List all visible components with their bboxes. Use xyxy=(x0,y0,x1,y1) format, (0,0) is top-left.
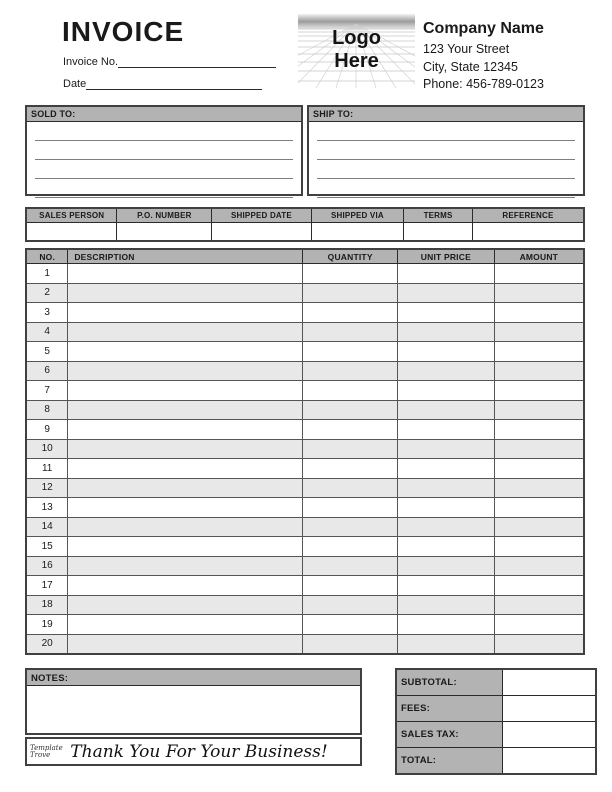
amount-cell[interactable] xyxy=(494,634,584,654)
unit-price-cell[interactable] xyxy=(398,634,495,654)
description-cell[interactable] xyxy=(68,303,303,323)
notes-header: NOTES: xyxy=(27,670,360,686)
description-cell[interactable] xyxy=(68,517,303,537)
notes-box xyxy=(25,668,362,735)
amount-cell[interactable] xyxy=(494,264,584,284)
unit-price-cell[interactable] xyxy=(398,420,495,440)
template-trove-logo: Template Trove xyxy=(30,743,63,759)
subtotal-value[interactable] xyxy=(503,669,597,696)
row-number: 16 xyxy=(26,556,68,576)
ship-to-box xyxy=(307,105,585,196)
amount-cell[interactable] xyxy=(494,361,584,381)
row-number: 2 xyxy=(26,283,68,303)
unit-price-cell[interactable] xyxy=(398,459,495,479)
item-row xyxy=(26,400,584,420)
unit-price-cell[interactable] xyxy=(398,381,495,401)
amount-cell[interactable] xyxy=(494,420,584,440)
description-cell[interactable] xyxy=(68,342,303,362)
quantity-cell[interactable] xyxy=(303,283,398,303)
item-row xyxy=(26,498,584,518)
ship-to-line-3[interactable] xyxy=(317,160,575,179)
quantity-header: QUANTITY xyxy=(303,249,398,264)
ship-to-line-2[interactable] xyxy=(317,141,575,160)
sold-to-line-3[interactable] xyxy=(35,160,293,179)
total-value[interactable] xyxy=(503,748,597,775)
description-cell[interactable] xyxy=(68,420,303,440)
subtotal-label: SUBTOTAL: xyxy=(396,669,503,696)
amount-cell[interactable] xyxy=(494,615,584,635)
amount-cell[interactable] xyxy=(494,517,584,537)
sold-to-header: SOLD TO: xyxy=(27,107,301,122)
item-row xyxy=(26,439,584,459)
total-label: TOTAL: xyxy=(396,748,503,775)
quantity-cell[interactable] xyxy=(303,595,398,615)
row-number: 13 xyxy=(26,498,68,518)
quantity-cell[interactable] xyxy=(303,303,398,323)
sales-person-header: SALES PERSON xyxy=(26,208,117,223)
description-header: DESCRIPTION xyxy=(68,249,303,264)
quantity-cell[interactable] xyxy=(303,537,398,557)
quantity-cell[interactable] xyxy=(303,342,398,362)
logo-placeholder-text: Logo Here xyxy=(332,27,381,72)
fees-value[interactable] xyxy=(503,696,597,722)
unit-price-cell[interactable] xyxy=(398,517,495,537)
amount-cell[interactable] xyxy=(494,342,584,362)
unit-price-cell[interactable] xyxy=(398,556,495,576)
ship-to-header: SHIP TO: xyxy=(309,107,583,122)
po-number-header: P.O. NUMBER xyxy=(117,208,212,223)
quantity-cell[interactable] xyxy=(303,264,398,284)
unit-price-cell[interactable] xyxy=(398,615,495,635)
description-cell[interactable] xyxy=(68,381,303,401)
totals-table xyxy=(395,668,597,775)
sales-person-cell[interactable] xyxy=(26,223,117,242)
row-number: 6 xyxy=(26,361,68,381)
date-field xyxy=(63,76,262,90)
item-row xyxy=(26,264,584,284)
description-cell[interactable] xyxy=(68,537,303,557)
invoice-number-label: Invoice No. xyxy=(63,56,119,68)
order-info-table xyxy=(25,207,585,242)
description-cell[interactable] xyxy=(68,478,303,498)
unit-price-cell[interactable] xyxy=(398,303,495,323)
description-cell[interactable] xyxy=(68,264,303,284)
company-phone: Phone: 456-789-0123 xyxy=(423,77,544,91)
date-label: Date xyxy=(63,78,87,90)
items-table-body xyxy=(26,264,584,655)
row-number: 5 xyxy=(26,342,68,362)
row-number: 8 xyxy=(26,400,68,420)
amount-cell[interactable] xyxy=(494,400,584,420)
terms-cell[interactable] xyxy=(404,223,473,242)
amount-cell[interactable] xyxy=(494,381,584,401)
thank-you-strip xyxy=(25,737,362,766)
amount-cell[interactable] xyxy=(494,322,584,342)
ship-to-line-4[interactable] xyxy=(317,179,575,198)
row-number: 14 xyxy=(26,517,68,537)
description-cell[interactable] xyxy=(68,595,303,615)
item-row xyxy=(26,420,584,440)
row-number: 9 xyxy=(26,420,68,440)
reference-cell[interactable] xyxy=(472,223,584,242)
quantity-cell[interactable] xyxy=(303,498,398,518)
unit-price-cell[interactable] xyxy=(398,478,495,498)
item-row xyxy=(26,322,584,342)
description-cell[interactable] xyxy=(68,400,303,420)
row-number: 4 xyxy=(26,322,68,342)
quantity-cell[interactable] xyxy=(303,439,398,459)
row-number: 20 xyxy=(26,634,68,654)
shipped-date-header: SHIPPED DATE xyxy=(212,208,311,223)
item-row xyxy=(26,615,584,635)
quantity-cell[interactable] xyxy=(303,381,398,401)
quantity-cell[interactable] xyxy=(303,420,398,440)
description-cell[interactable] xyxy=(68,615,303,635)
description-cell[interactable] xyxy=(68,576,303,596)
line-items-table xyxy=(25,248,585,655)
invoice-number-input-line[interactable] xyxy=(118,54,276,68)
row-number: 11 xyxy=(26,459,68,479)
row-number: 19 xyxy=(26,615,68,635)
unit-price-cell[interactable] xyxy=(398,439,495,459)
unit-price-cell[interactable] xyxy=(398,400,495,420)
item-row xyxy=(26,595,584,615)
unit-price-cell[interactable] xyxy=(398,576,495,596)
company-city: City, State 12345 xyxy=(423,59,518,74)
description-cell[interactable] xyxy=(68,439,303,459)
item-row xyxy=(26,517,584,537)
po-number-cell[interactable] xyxy=(117,223,212,242)
quantity-cell[interactable] xyxy=(303,517,398,537)
quantity-cell[interactable] xyxy=(303,634,398,654)
invoice-number-field xyxy=(63,54,276,68)
row-number: 3 xyxy=(26,303,68,323)
item-row xyxy=(26,381,584,401)
unit-price-cell[interactable] xyxy=(398,361,495,381)
amount-cell[interactable] xyxy=(494,459,584,479)
item-row xyxy=(26,342,584,362)
row-number: 18 xyxy=(26,595,68,615)
amount-cell[interactable] xyxy=(494,537,584,557)
item-row xyxy=(26,361,584,381)
company-name: Company Name xyxy=(423,20,544,37)
quantity-cell[interactable] xyxy=(303,556,398,576)
row-number: 10 xyxy=(26,439,68,459)
unit-price-cell[interactable] xyxy=(398,283,495,303)
row-number: 7 xyxy=(26,381,68,401)
unit-price-header: UNIT PRICE xyxy=(398,249,495,264)
amount-header: AMOUNT xyxy=(494,249,584,264)
quantity-cell[interactable] xyxy=(303,478,398,498)
amount-cell[interactable] xyxy=(494,439,584,459)
amount-cell[interactable] xyxy=(494,478,584,498)
quantity-cell[interactable] xyxy=(303,576,398,596)
no-header: NO. xyxy=(26,249,68,264)
quantity-cell[interactable] xyxy=(303,400,398,420)
ship-to-line-1[interactable] xyxy=(317,122,575,141)
description-cell[interactable] xyxy=(68,459,303,479)
description-cell[interactable] xyxy=(68,322,303,342)
row-number: 12 xyxy=(26,478,68,498)
unit-price-cell[interactable] xyxy=(398,537,495,557)
item-row xyxy=(26,576,584,596)
shipped-date-cell[interactable] xyxy=(212,223,311,242)
quantity-cell[interactable] xyxy=(303,361,398,381)
row-number: 17 xyxy=(26,576,68,596)
company-street: 123 Your Street xyxy=(423,42,510,56)
item-row xyxy=(26,459,584,479)
amount-cell[interactable] xyxy=(494,595,584,615)
unit-price-cell[interactable] xyxy=(398,342,495,362)
amount-cell[interactable] xyxy=(494,576,584,596)
sales-tax-value[interactable] xyxy=(503,722,597,748)
item-row xyxy=(26,283,584,303)
amount-cell[interactable] xyxy=(494,303,584,323)
reference-header: REFERENCE xyxy=(472,208,584,223)
description-cell[interactable] xyxy=(68,361,303,381)
fees-label: FEES: xyxy=(396,696,503,722)
amount-cell[interactable] xyxy=(494,283,584,303)
page-title: INVOICE xyxy=(62,16,185,47)
unit-price-cell[interactable] xyxy=(398,264,495,284)
shipped-via-header: SHIPPED VIA xyxy=(311,208,404,223)
sold-to-box xyxy=(25,105,303,196)
sales-tax-label: SALES TAX: xyxy=(396,722,503,748)
shipped-via-cell[interactable] xyxy=(311,223,404,242)
amount-cell[interactable] xyxy=(494,498,584,518)
unit-price-cell[interactable] xyxy=(398,498,495,518)
company-info xyxy=(423,20,544,94)
sold-to-line-2[interactable] xyxy=(35,141,293,160)
sold-to-line-1[interactable] xyxy=(35,122,293,141)
quantity-cell[interactable] xyxy=(303,322,398,342)
unit-price-cell[interactable] xyxy=(398,322,495,342)
description-cell[interactable] xyxy=(68,634,303,654)
item-row xyxy=(26,478,584,498)
item-row xyxy=(26,634,584,654)
quantity-cell[interactable] xyxy=(303,459,398,479)
row-number: 15 xyxy=(26,537,68,557)
item-row xyxy=(26,556,584,576)
description-cell[interactable] xyxy=(68,498,303,518)
unit-price-cell[interactable] xyxy=(398,595,495,615)
description-cell[interactable] xyxy=(68,283,303,303)
amount-cell[interactable] xyxy=(494,556,584,576)
date-input-line[interactable] xyxy=(86,76,262,90)
thank-you-message: Thank You For Your Business! xyxy=(70,741,328,762)
logo-placeholder[interactable] xyxy=(298,14,415,88)
sold-to-line-4[interactable] xyxy=(35,179,293,198)
item-row xyxy=(26,537,584,557)
row-number: 1 xyxy=(26,264,68,284)
terms-header: TERMS xyxy=(404,208,473,223)
item-row xyxy=(26,303,584,323)
description-cell[interactable] xyxy=(68,556,303,576)
quantity-cell[interactable] xyxy=(303,615,398,635)
notes-input-area[interactable] xyxy=(27,686,360,732)
